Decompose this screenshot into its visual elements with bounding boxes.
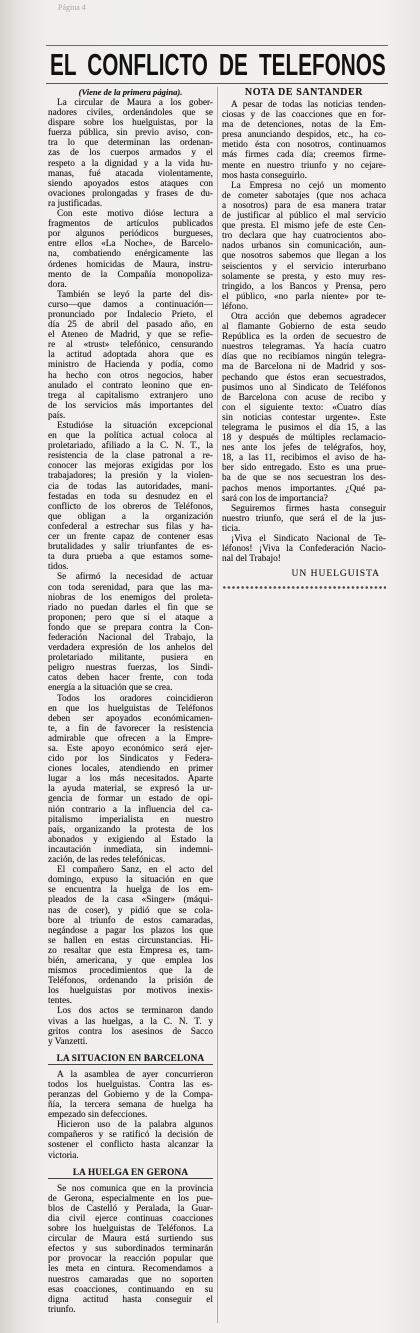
text-line: vivas a las huelgas, a la C. N. T. y [48, 1016, 213, 1027]
text-line: nuestros telegramas. Ya hacía cuatro [222, 342, 386, 353]
text-line: Todos los oradores coincidieron [57, 693, 213, 704]
text-line: nuestro triunfo, que será el de la jus- [222, 513, 386, 524]
text-line: el público, «no parla niente» por te- [222, 291, 386, 302]
text-line: órdenes homicidas de Maura, instru- [48, 259, 213, 270]
text-line: esas coacciones, continuando en su [48, 1284, 213, 1295]
page-marker: Página 4 [58, 3, 86, 12]
section-title: NOTA DE SANTANDER [244, 87, 364, 98]
paragraph [48, 694, 213, 866]
text-line: A pesar de todas las noticias tenden- [231, 100, 386, 110]
text-line: mos hasta conseguirlo. [222, 170, 307, 181]
text-line: riado no puedan darles el fin que se [48, 602, 213, 613]
text-line: lugar a los más necesitados. Aparte [48, 774, 213, 785]
text-line: domingo, expuso la situación en que [48, 875, 213, 886]
text-line: sostener el conflicto hasta alcanzar la [48, 1140, 213, 1151]
text-line: zas de los cuerpos armados y el [48, 148, 213, 159]
paragraph [48, 290, 213, 421]
paragraph [222, 534, 386, 564]
text-line: dispare sobre los huelguistas, por la [48, 118, 213, 129]
text-line: compañeros y se ratificó la decisión de [48, 1130, 213, 1141]
text-line: tringido, a los Bancos y Prensa, pero [222, 281, 386, 292]
text-line: sobre los huelguistas de Teléfonos. La [48, 1224, 213, 1235]
paragraph [48, 865, 213, 1006]
text-line: proletariado, afiliado a la C. N. T., la [48, 441, 213, 452]
text-line: sa. Este apoyo económico será ejer- [48, 744, 213, 754]
ornament-divider [222, 585, 386, 590]
text-line: ñía, la tercera semana de huelga ha [48, 1100, 213, 1111]
text-line: presa anunciando despidos, etc., ha co- [222, 130, 386, 141]
text-line: La Empresa no cejó un momento [231, 180, 386, 191]
text-line: ma de detenciones, notas de la Em- [222, 120, 386, 131]
text-line: pusimos uno al Sindicato de Teléfonos [222, 382, 386, 393]
text-line: pitalismo imperialista en nuestro [48, 814, 213, 825]
text-line: nadores civiles, ordenándoles que se [48, 108, 213, 119]
text-line: a nosotros) para de esa manera tratar [222, 200, 386, 211]
text-line: A la asamblea de ayer concurrieron [57, 1069, 213, 1080]
text-line: ra justificadas. [48, 198, 103, 209]
text-line: de Gerona, especialmente en los pue- [48, 1193, 213, 1204]
text-line: ovaciones prolongadas y frases de du- [48, 188, 213, 199]
text-line: con el siguiente texto: «Cuatro días [222, 402, 386, 413]
text-line: na, combatiendo enérgicamente las [48, 249, 213, 260]
text-line: ministro de Hacienda y podía, como [48, 360, 213, 371]
text-line: fuerza pública, sin previo aviso, con- [48, 128, 213, 139]
text-line: de cometer sabotajes (que nos achaca [222, 190, 386, 201]
paragraph [48, 1120, 213, 1160]
text-line: ha hecho con otros negocios, haber [48, 370, 213, 381]
text-line: cia de todas las autoridades, mani- [48, 481, 213, 492]
text-line: bore al triunfo de estos camaradas, [48, 915, 213, 926]
text-line: victoria. [48, 1150, 79, 1161]
text-line: que obligan a la organización [48, 511, 213, 522]
text-line: admirable que ofrecen a la Empre- [48, 733, 213, 744]
paragraph [48, 421, 213, 572]
text-line: país, organizando la protesta de los [48, 824, 213, 835]
right-column [222, 86, 386, 590]
text-line: de justificar al público el mal servicio [222, 211, 386, 222]
text-line: dora. [48, 279, 67, 290]
text-line: bién, americana, y que emplea los [48, 955, 213, 966]
text-line: proletariado militante, pusiera en [48, 653, 213, 664]
text-line: sará con los de importancia? [222, 493, 328, 504]
text-line: día 25 de abril del pasado año, en [48, 320, 213, 331]
text-line: curso—que damos a continuación— [48, 299, 213, 310]
text-line: Otra acción que debemos agradecer [231, 311, 386, 322]
text-line: respeto a la dignidad y a la vida hu- [48, 158, 213, 169]
text-line: ma de Barcelona ni de Madrid y sos- [222, 362, 386, 373]
text-line: re al «trust» telefónico, censurando [48, 340, 213, 351]
text-line: Se nos comunica que en la provincia [57, 1183, 213, 1194]
text-line: nión contrario a la influencia del ca- [48, 804, 213, 815]
text-line: gencia de formar un estado de opi- [48, 794, 213, 805]
text-line: ¡Viva el Sindicato Nacional de Te- [231, 534, 386, 545]
text-line: fondo que se prepara contra la Con- [48, 622, 213, 633]
text-line: pronunciado por Indalecio Prieto, el [48, 309, 213, 320]
text-line: República es la orden de secuestro de [222, 332, 386, 343]
text-line: Estudióse la situación excepcional [57, 421, 213, 431]
text-line: trega al capitalismo extranjero uno [48, 390, 213, 401]
text-line: te, a fin de favorecer la resistencia [48, 723, 213, 734]
text-line: con toda serenidad, para que las ma- [48, 582, 213, 593]
text-line: de los servicios más importantes del [48, 400, 213, 411]
paragraph [48, 572, 213, 693]
text-line: al flamante Gobierno de esta seudo [222, 322, 386, 333]
text-line: 18 y después de múltiples reclamacio- [222, 433, 386, 444]
text-line: ciones locales, atendiendo en primer [48, 764, 213, 775]
text-line: zo resaltar que esta Empresa es, tam- [48, 945, 213, 956]
text-line: cer un frente capaz de contener esas [48, 532, 213, 543]
text-line: El compañero Sanz, en el acto del [57, 865, 213, 876]
text-line: brutalidades y salir triunfantes de es- [48, 542, 213, 553]
text-line: país. [48, 410, 66, 421]
headline [50, 48, 386, 82]
text-line: nes ante los jefes de telégrafos, hoy, [222, 443, 386, 454]
text-line: blos de Castelló y Peralada, la Guar- [48, 1203, 213, 1214]
text-line: nados urbanos sin comunicación, aun- [222, 241, 386, 252]
text-line: seiscientos y el servicio interurbano [222, 261, 386, 272]
text-line: efectos y sus subordinados terminarán [48, 1244, 213, 1255]
right-column-body [222, 100, 386, 564]
text-line: negándose a pagar los plazos los que [48, 925, 213, 936]
column-rule [217, 87, 218, 1323]
text-line: siendo apoyados estos ataques con [48, 178, 213, 189]
text-line: peranzas del Gobierno y de la Compa- [48, 1090, 213, 1100]
signature: UN HUELGUISTA [291, 569, 380, 580]
text-line: ber sido entregado. Esto es una prue- [222, 463, 386, 474]
text-line: que presta. El mismo jefe de este Cen- [222, 221, 386, 232]
text-line: y Vanzetti. [48, 1036, 88, 1047]
text-line: catos deben hacer frente, con toda [48, 673, 213, 684]
paragraph [48, 1070, 213, 1120]
text-line: tentes. [48, 996, 73, 1007]
text-line: los huelguistas por motivos inexis- [48, 986, 213, 997]
text-line: solamente se presta, y esto muy res- [222, 271, 386, 282]
section-heading: LA SITUACION EN BARCELONA [48, 1053, 213, 1065]
text-line: en que los huelguistas de Teléfonos [48, 703, 213, 714]
text-line: pechando que éstos eran secuestrados, [222, 372, 386, 383]
text-line: ta dura prueba a que estamos some- [48, 552, 213, 563]
top-rule [46, 45, 388, 46]
text-line: sin noticias contestar urgente». Este [222, 412, 386, 423]
text-line: energía a la situación que se crea. [48, 683, 173, 694]
text-line: en que la política actual coloca al [48, 431, 213, 442]
text-line: Hicieron uso de la palabra algunos [57, 1120, 213, 1131]
text-line: que nosotros sabemos que llegan a los [222, 251, 386, 262]
text-line: metido ésta con nosotros, continuamos [222, 140, 386, 151]
text-line: conflicto de los obreros de Teléfonos, [48, 501, 213, 512]
text-line: por provocar la reacción popular que [48, 1254, 213, 1265]
text-line: se encuentra la huelga de los em- [48, 885, 213, 896]
text-line: También se leyó la parte del dis- [57, 289, 213, 300]
text-line: abonados y exigiendo al Estado la [48, 834, 213, 845]
text-line: se hallen en estas circunstancias. Hi- [48, 935, 213, 946]
text-line: les meta en cintura. Recomendamos a [48, 1264, 213, 1275]
text-line: todos los huelguistas. Contra las es- [48, 1079, 213, 1090]
text-line: tidos. [48, 562, 69, 573]
text-line: dia civil ejerce continuas coacciones [48, 1213, 213, 1224]
left-column-body [48, 98, 213, 1315]
text-line: de Barcelona con acuse de recibo y [222, 392, 386, 403]
paragraph [222, 181, 386, 312]
text-line: zación, de las redes telefónicas. [48, 855, 166, 866]
text-line: federación Nacional del Trabajo, la [48, 632, 213, 643]
text-line: pachos menos importantes. ¿Qué pa- [222, 483, 386, 494]
text-line: léfonos! ¡Viva la Confederación Nacio- [222, 544, 386, 555]
text-line: tra lo que determinan las ordenan- [48, 138, 213, 149]
text-line: La circular de Maura a los gober- [57, 98, 213, 108]
text-line: Se afirmó la necesidad de actuar [57, 572, 213, 583]
text-line: mente en nuestro triunfo y no cejare- [222, 160, 386, 171]
paragraph [48, 209, 213, 290]
text-line: telegrama le pusimos el día 15, a las [222, 423, 386, 433]
text-line: incautación inmediata, sin indemni- [48, 844, 213, 855]
paragraph [48, 1006, 213, 1046]
text-line: anulado el contrato leonino que en- [48, 380, 213, 391]
headline-rule [46, 83, 388, 84]
text-line: mento de la Compañía monopoliza- [48, 269, 213, 280]
text-line: Con este motivo dióse lectura a [57, 209, 213, 220]
text-line: días que no recibíamos ningún telegra- [222, 352, 386, 363]
text-line: el Ateneo de Madrid, y que se refie- [48, 330, 213, 341]
text-line: más firmes cada día; creemos firme- [222, 150, 386, 161]
text-line: entre ellos «La Noche», de Barcelo- [48, 239, 213, 250]
text-line: nuestros camaradas que no soporten [48, 1274, 213, 1285]
continuation-note: (Viene de la primera página). [78, 87, 183, 97]
text-line: ba de que se nos secuestran los des- [222, 473, 386, 484]
text-line: confederal a estrechar sus filas y ha- [48, 521, 213, 532]
text-line: tro declara que hay cuatrocientos abo- [222, 231, 386, 242]
text-line: Teléfonos, ordenando la prisión de [48, 976, 213, 987]
text-line: resistencia de la clase patronal a re- [48, 451, 213, 462]
paragraph [222, 100, 386, 181]
left-column [48, 86, 213, 1315]
text-line: proponen; pero que si el ataque a [48, 612, 213, 623]
text-line: manas, fué atacada violentamente, [48, 168, 213, 179]
text-line: festadas en toda su desnudez en el [48, 491, 213, 502]
text-line: léfono. [222, 301, 249, 312]
text-line: digna actitud hasta conseguir el [48, 1294, 213, 1305]
text-line: trabajadores; la presión y la violen- [48, 471, 213, 482]
text-line: gritos contra los asesinos de Sacco [48, 1026, 213, 1037]
text-line: deben ser apoyados económicamen- [48, 713, 213, 724]
paragraph [222, 504, 386, 534]
paragraph [222, 312, 386, 504]
text-line: ticia. [222, 523, 241, 534]
text-line: peligro nuestras fuerzas, los Sindi- [48, 663, 213, 674]
text-line: conocer las mejoras exigidas por los [48, 461, 213, 472]
text-line: mismos procedimientos que la de [48, 966, 213, 977]
text-line: triunfo. [48, 1304, 76, 1315]
text-line: por algunos periódicos burgueses, [48, 229, 213, 240]
text-line: la actitud adoptada ahora que es [48, 350, 213, 361]
text-line: nal del Trabajo! [222, 554, 281, 565]
text-line: 18, a las 11, recibimos el aviso de ha- [222, 453, 386, 464]
text-line: niobras de los enemigos del proleta- [48, 592, 213, 603]
text-line: empezado sin defecciones. [48, 1110, 148, 1121]
text-line: verdadera expresión de los anhelos del [48, 643, 213, 654]
text-line: Seguiremos firmes hasta conseguir [231, 503, 386, 514]
text-line: fragmentos de artículos publicados [48, 219, 213, 230]
paragraph [48, 1184, 213, 1315]
text-line: nas de coser), y pidió que se cola- [48, 905, 213, 916]
section-heading: LA HUELGA EN GERONA [48, 1167, 213, 1179]
paragraph [48, 98, 213, 209]
text-line: ciosas y de las coacciones que en for- [222, 110, 386, 121]
headline-text: EL CONFLICTO DE TELEFONOS [50, 48, 386, 82]
text-line: circular de Maura está surtiendo sus [48, 1234, 213, 1245]
text-line: la ayuda material, se expresó la ur- [48, 784, 213, 795]
text-line: Los dos actos se terminaron dando [57, 1006, 213, 1017]
text-line: cido por los Sindicatos y Federa- [48, 754, 213, 765]
text-line: pleados de la casa «Singer» (máqui- [48, 895, 213, 906]
